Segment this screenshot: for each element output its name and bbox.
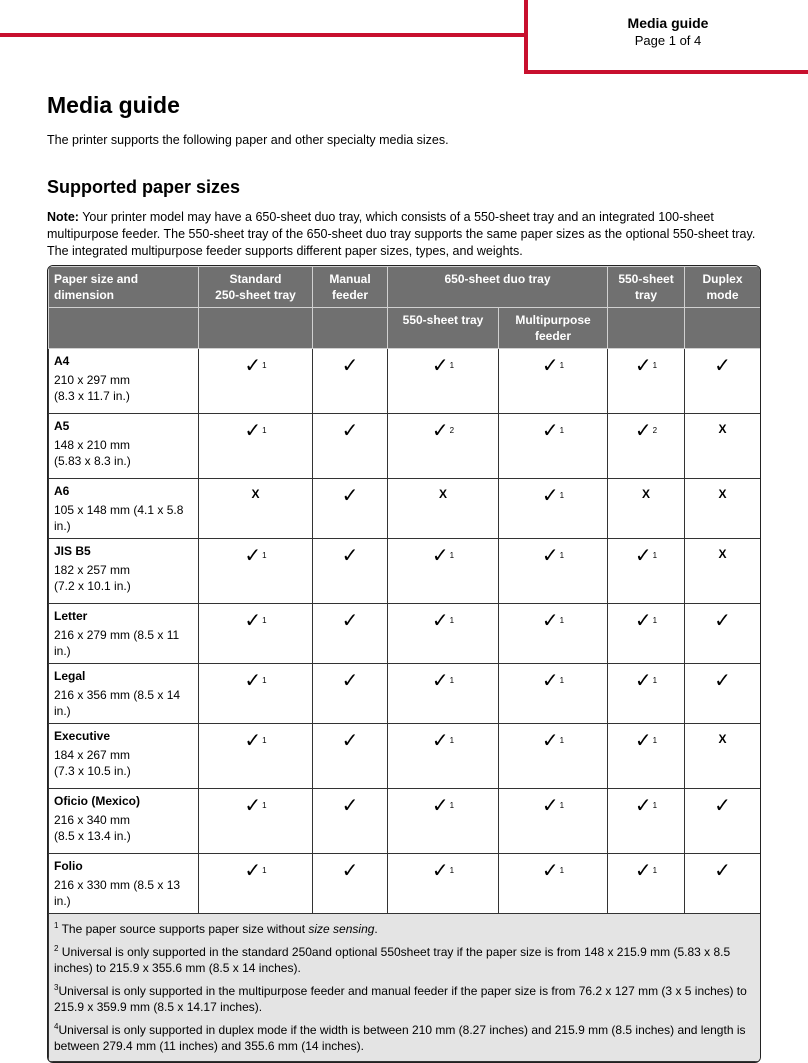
footnote-ref: 1 [652, 736, 658, 745]
support-cell-duo-550-tray [388, 724, 499, 789]
support-cell-manual-feeder [313, 479, 388, 539]
paper-dimension: 184 x 267 mm [54, 748, 131, 762]
check-icon: ✓ [431, 668, 449, 692]
cross-icon: X [642, 487, 651, 501]
support-cell-duplex-mode [685, 789, 761, 854]
header-manual-feeder: Manual feeder [313, 267, 388, 308]
check-icon: ✓ [244, 608, 262, 632]
support-cell-optional-550-tray [608, 854, 685, 914]
footnote-ref: 1 [262, 361, 267, 370]
header-blank [685, 308, 761, 349]
footnote-ref: 1 [449, 676, 455, 685]
header-blank [199, 308, 313, 349]
support-cell-duo-multipurpose [499, 604, 608, 664]
check-icon: ✓ [341, 418, 359, 442]
page-title: Media guide [47, 92, 180, 118]
footnote-ref: 1 [559, 866, 565, 875]
footnote-ref: 1 [652, 801, 658, 810]
support-cell-duo-multipurpose [499, 349, 608, 414]
support-cell-standard-tray [199, 724, 313, 789]
support-cell-manual-feeder [313, 724, 388, 789]
support-cell-duo-multipurpose [499, 414, 608, 479]
check-icon: ✓ [714, 608, 731, 632]
support-cell-optional-550-tray [608, 349, 685, 414]
header-blank [608, 308, 685, 349]
paper-dimension: (8.5 x 13.4 in.) [54, 829, 131, 843]
cross-icon: X [251, 487, 260, 501]
paper-size-cell [49, 414, 199, 479]
footnote: $^4$Universal is only supported in duplex mode if the width is between 210 mm (8.27 inches) and 215.9 mm (8.5 inches) and length is between 279.4 mm (11 inches) and 355.6 mm (14 inches). [54, 1021, 746, 1053]
header-paper-size: Paper size and dimension [49, 267, 199, 308]
support-cell-optional-550-tray [608, 724, 685, 789]
footnote-ref: 1 [559, 361, 565, 370]
footnote-ref: 1 [262, 551, 267, 560]
support-cell-manual-feeder [313, 664, 388, 724]
running-header [528, 15, 808, 48]
support-cell-duplex-mode [685, 539, 761, 604]
table-row [49, 479, 761, 539]
footnote-ref: 1 [262, 676, 267, 685]
support-cell-duo-550-tray [388, 414, 499, 479]
check-icon: ✓ [244, 668, 262, 692]
footnote-ref: 1 [262, 736, 267, 745]
page-number: Page 1 of 4 [634, 33, 702, 48]
check-icon: ✓ [714, 353, 731, 377]
footnote: $^1$ The paper source supports paper size without size sensing. [54, 921, 378, 936]
table-row [49, 539, 761, 604]
note-label: Note: [47, 210, 79, 224]
support-cell-duo-multipurpose [499, 854, 608, 914]
footnote-ref: 1 [559, 491, 565, 500]
paper-size-name: Executive [54, 729, 111, 743]
support-cell-duplex-mode [685, 724, 761, 789]
support-cell-duplex-mode [685, 479, 761, 539]
table-row [49, 789, 761, 854]
support-cell-duo-multipurpose [499, 664, 608, 724]
header-duo-550-tray: 550‑sheet tray [388, 308, 499, 349]
support-cell-duo-550-tray [388, 789, 499, 854]
footnote-ref: 1 [449, 551, 455, 560]
support-cell-duplex-mode [685, 349, 761, 414]
support-cell-duo-550-tray [388, 854, 499, 914]
cross-icon: X [438, 487, 447, 501]
check-icon: ✓ [634, 728, 652, 752]
check-icon: ✓ [431, 728, 449, 752]
header-rule-left [0, 33, 527, 37]
footnote-ref: 1 [449, 361, 455, 370]
support-cell-optional-550-tray [608, 414, 685, 479]
header-optional-550-tray: 550‑sheet tray [608, 267, 685, 308]
paper-size-name: JIS B5 [54, 544, 91, 558]
paper-dimension: (5.83 x 8.3 in.) [54, 454, 131, 468]
support-cell-duo-550-tray [388, 479, 499, 539]
check-icon: ✓ [431, 858, 449, 882]
table-row [49, 854, 761, 914]
support-cell-manual-feeder [313, 539, 388, 604]
support-cell-manual-feeder [313, 414, 388, 479]
support-cell-optional-550-tray [608, 539, 685, 604]
paper-dimension: 216 x 340 mm [54, 813, 131, 827]
check-icon: ✓ [431, 543, 449, 567]
paper-dimension: 148 x 210 mm [54, 438, 131, 452]
paper-size-cell [49, 664, 199, 724]
cross-icon: X [718, 422, 727, 436]
table-row [49, 349, 761, 414]
support-cell-standard-tray [199, 854, 313, 914]
paper-size-cell [49, 854, 199, 914]
paper-size-name: A5 [54, 419, 70, 433]
support-cell-standard-tray [199, 349, 313, 414]
check-icon: ✓ [634, 858, 652, 882]
support-cell-duo-550-tray [388, 539, 499, 604]
footnote: $^2$ Universal is only supported in the standard 250and optional 550sheet tray if the paper size is from 148 x 215.9 mm (5.83 x 8.5 inches) to 215.9 x 355.6 mm (8.5 x 14 inches). [54, 943, 731, 975]
support-cell-optional-550-tray [608, 479, 685, 539]
check-icon: ✓ [634, 543, 652, 567]
check-icon: ✓ [341, 858, 359, 882]
check-icon: ✓ [244, 858, 262, 882]
support-cell-manual-feeder [313, 789, 388, 854]
check-icon: ✓ [244, 418, 262, 442]
header-standard-tray: Standard 250‑sheet tray [199, 267, 313, 308]
paper-size-name: Folio [54, 859, 83, 873]
paper-dimension: 216 x 356 mm (8.5 x 14 in.) [54, 688, 181, 718]
header-blank [49, 308, 199, 349]
check-icon: ✓ [541, 543, 559, 567]
check-icon: ✓ [634, 418, 652, 442]
paper-size-name: A6 [54, 484, 70, 498]
footnote-ref: 2 [449, 426, 455, 435]
footnote-ref: 1 [559, 736, 565, 745]
check-icon: ✓ [541, 608, 559, 632]
support-cell-standard-tray [199, 604, 313, 664]
footnote-ref: 1 [262, 616, 267, 625]
paper-size-name: Legal [54, 669, 86, 683]
support-cell-duo-550-tray [388, 349, 499, 414]
check-icon: ✓ [244, 793, 262, 817]
header-blank [313, 308, 388, 349]
check-icon: ✓ [634, 793, 652, 817]
support-cell-duo-550-tray [388, 604, 499, 664]
footnote-ref: 1 [652, 616, 658, 625]
footnote-ref: 1 [559, 551, 565, 560]
check-icon: ✓ [341, 793, 359, 817]
section-title: Supported paper sizes [47, 177, 241, 197]
check-icon: ✓ [714, 858, 731, 882]
check-icon: ✓ [341, 608, 359, 632]
support-cell-optional-550-tray [608, 664, 685, 724]
footnote-ref: 1 [559, 801, 565, 810]
check-icon: ✓ [431, 608, 449, 632]
footnote-ref: 1 [262, 801, 267, 810]
support-cell-optional-550-tray [608, 789, 685, 854]
check-icon: ✓ [341, 353, 359, 377]
note-paragraph [47, 209, 761, 260]
paper-size-name: Letter [54, 609, 88, 623]
footnotes [49, 914, 761, 1062]
check-icon: ✓ [634, 353, 652, 377]
cross-icon: X [718, 547, 727, 561]
footnote-ref: 1 [449, 616, 455, 625]
footnote-ref: 1 [652, 676, 658, 685]
paper-size-cell [49, 479, 199, 539]
running-header-title: Media guide [627, 15, 709, 31]
footnote-ref: 1 [559, 676, 565, 685]
footnote-ref: 2 [652, 426, 658, 435]
table-row [49, 604, 761, 664]
footnote-ref: 1 [449, 736, 455, 745]
table-row [49, 664, 761, 724]
support-cell-duo-multipurpose [499, 789, 608, 854]
note-text: Your printer model may have a 650‑sheet duo tray, which consists of a 550‑sheet tray and an integrated 100‑sheet multipurpose feeder. The 550‑sheet tray of the 650‑sheet duo tray supports the same paper sizes as the optional 550‑sheet tray. The integrated multipurpose feeder supports different paper sizes, types, and weights. [47, 210, 756, 258]
check-icon: ✓ [341, 543, 359, 567]
intro-text: The printer supports the following paper and other specialty media sizes. [47, 133, 449, 147]
footnote-ref: 1 [652, 551, 658, 560]
check-icon: ✓ [431, 353, 449, 377]
support-cell-duplex-mode [685, 664, 761, 724]
support-cell-standard-tray [199, 539, 313, 604]
support-cell-duplex-mode [685, 854, 761, 914]
check-icon: ✓ [714, 793, 731, 817]
support-cell-manual-feeder [313, 604, 388, 664]
check-icon: ✓ [341, 483, 359, 507]
paper-size-name: Oficio (Mexico) [54, 794, 141, 808]
check-icon: ✓ [541, 858, 559, 882]
support-cell-duo-550-tray [388, 664, 499, 724]
support-cell-duo-multipurpose [499, 479, 608, 539]
check-icon: ✓ [541, 418, 559, 442]
paper-size-table [47, 265, 761, 1063]
support-cell-optional-550-tray [608, 604, 685, 664]
footnote-ref: 1 [559, 616, 565, 625]
paper-dimension: (7.3 x 10.5 in.) [54, 764, 131, 778]
paper-size-cell [49, 604, 199, 664]
cross-icon: X [718, 487, 727, 501]
support-cell-standard-tray [199, 479, 313, 539]
paper-dimension: 216 x 330 mm (8.5 x 13 in.) [54, 878, 181, 908]
check-icon: ✓ [541, 483, 559, 507]
check-icon: ✓ [634, 668, 652, 692]
footnote-ref: 1 [559, 426, 565, 435]
footnote-ref: 1 [652, 866, 658, 875]
table-row [49, 414, 761, 479]
paper-size-cell [49, 349, 199, 414]
support-cell-duplex-mode [685, 414, 761, 479]
support-cell-standard-tray [199, 789, 313, 854]
check-icon: ✓ [341, 668, 359, 692]
table-row [49, 724, 761, 789]
header-duplex-mode: Duplex mode [685, 267, 761, 308]
paper-dimension: 105 x 148 mm (4.1 x 5.8 in.) [54, 503, 184, 533]
check-icon: ✓ [341, 728, 359, 752]
footnote-ref: 1 [449, 801, 455, 810]
support-cell-manual-feeder [313, 349, 388, 414]
support-cell-manual-feeder [313, 854, 388, 914]
header-rule-right [524, 70, 808, 74]
check-icon: ✓ [244, 543, 262, 567]
check-icon: ✓ [541, 728, 559, 752]
support-cell-duo-multipurpose [499, 539, 608, 604]
check-icon: ✓ [541, 353, 559, 377]
paper-dimension: 216 x 279 mm (8.5 x 11 in.) [54, 628, 180, 658]
check-icon: ✓ [714, 668, 731, 692]
paper-dimension: (7.2 x 10.1 in.) [54, 579, 131, 593]
check-icon: ✓ [244, 353, 262, 377]
paper-size-cell [49, 789, 199, 854]
table-body [49, 349, 761, 914]
paper-dimension: 182 x 257 mm [54, 563, 131, 577]
paper-size-name: A4 [54, 354, 70, 368]
support-cell-standard-tray [199, 664, 313, 724]
footnote-ref: 1 [262, 866, 267, 875]
check-icon: ✓ [431, 793, 449, 817]
footnote-ref: 1 [262, 426, 267, 435]
footnote-ref: 1 [652, 361, 658, 370]
support-cell-standard-tray [199, 414, 313, 479]
check-icon: ✓ [541, 793, 559, 817]
paper-size-cell [49, 724, 199, 789]
header-duo-multipurpose: Multipurpose feeder [499, 308, 608, 349]
support-cell-duo-multipurpose [499, 724, 608, 789]
footnote-ref: 1 [449, 866, 455, 875]
footnote: $^3$Universal is only supported in the multipurpose feeder and manual feeder if the paper size is from 76.2 x 127 mm (3 x 5 inches) to 215.9 x 359.9 mm (8.5 x 14.17 inches). [54, 982, 747, 1014]
cross-icon: X [718, 732, 727, 746]
check-icon: ✓ [244, 728, 262, 752]
support-cell-duplex-mode [685, 604, 761, 664]
paper-dimension: (8.3 x 11.7 in.) [54, 389, 130, 403]
paper-size-cell [49, 539, 199, 604]
check-icon: ✓ [431, 418, 449, 442]
paper-dimension: 210 x 297 mm [54, 373, 131, 387]
check-icon: ✓ [634, 608, 652, 632]
header-duo-tray: 650‑sheet duo tray [388, 267, 608, 308]
check-icon: ✓ [541, 668, 559, 692]
